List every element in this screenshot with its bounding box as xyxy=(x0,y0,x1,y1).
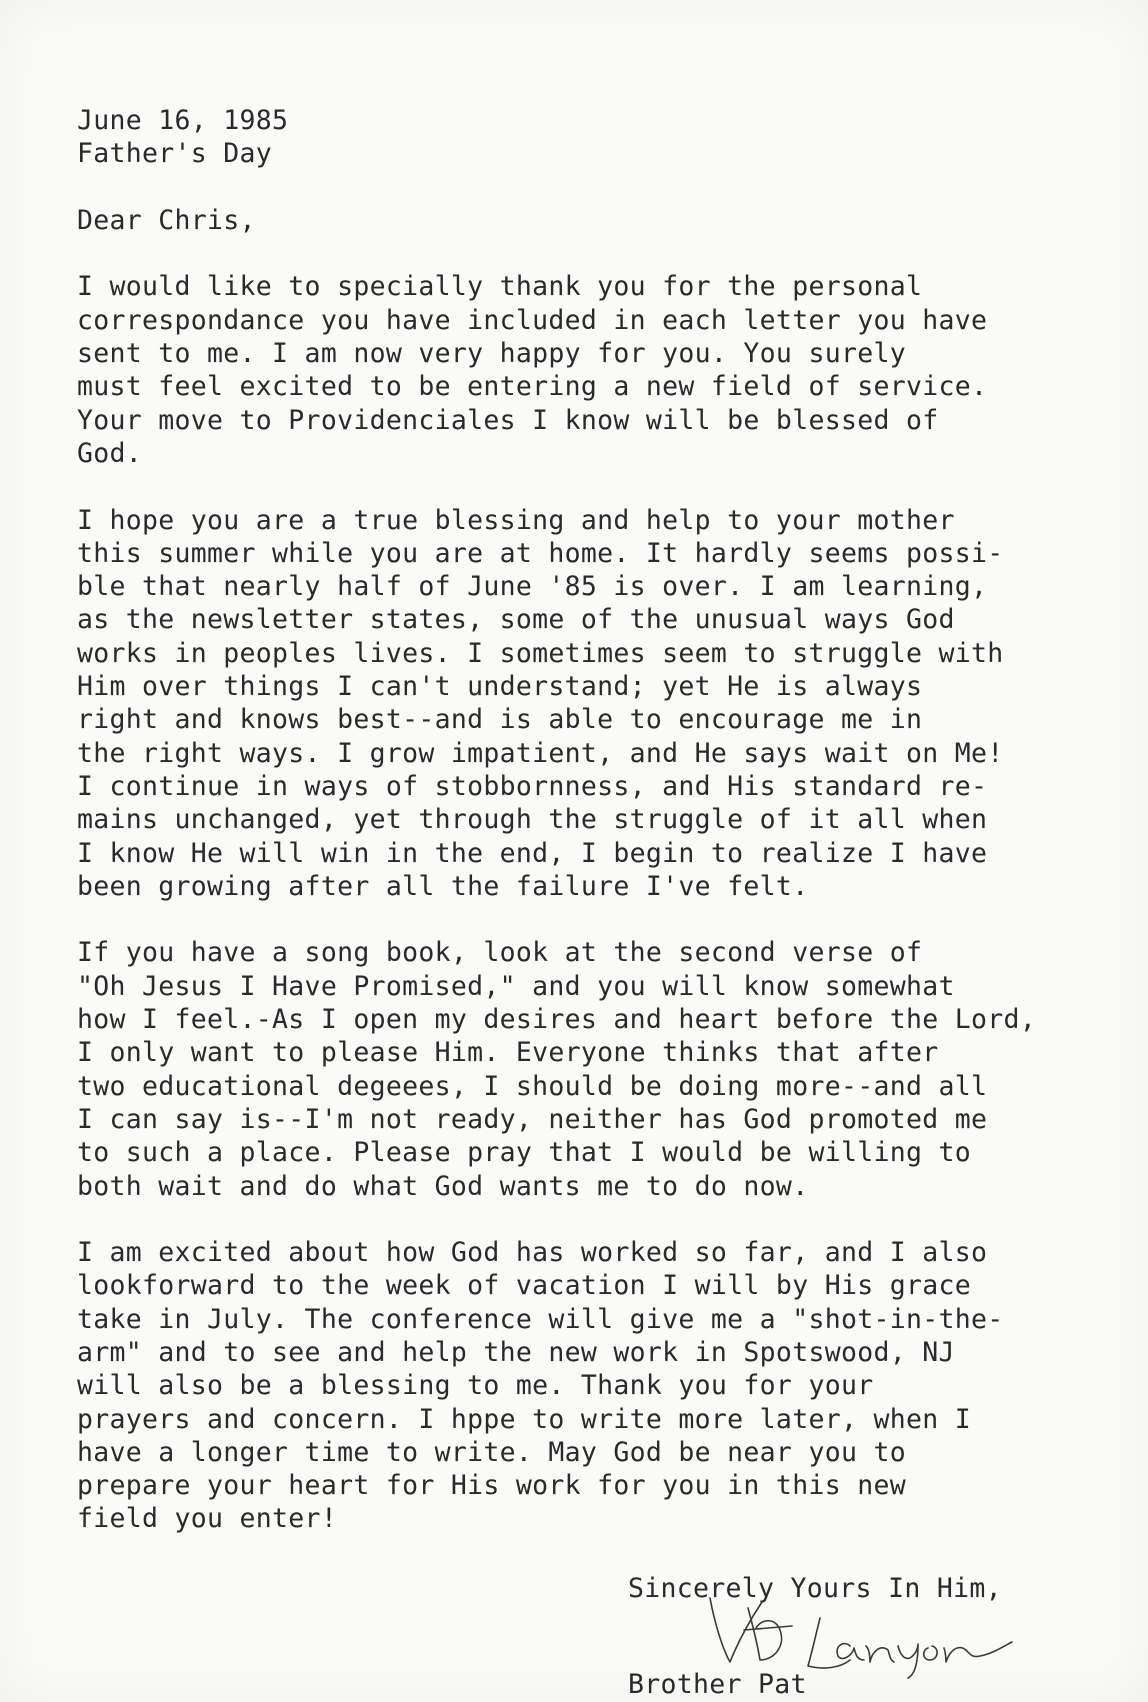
handwritten-signature xyxy=(700,1590,1020,1680)
paragraph-line: God. xyxy=(77,437,143,469)
paragraph-line: I continue in ways of stobbornness, and His standard re- xyxy=(77,770,988,802)
paragraph-2 xyxy=(77,504,1077,904)
paragraph-line: "Oh Jesus I Have Promised," and you will know somewhat xyxy=(77,970,955,1002)
paragraph-line: arm" and to see and help the new work in Spotswood, NJ xyxy=(77,1336,955,1368)
paragraph-line: been growing after all the failure I've felt. xyxy=(77,870,809,902)
paragraph-line: I would like to specially thank you for the personal xyxy=(77,271,923,303)
paragraph-line: the right ways. I grow impatient, and He says wait on Me! xyxy=(77,737,1004,769)
letter-salutation: Dear Chris, xyxy=(77,204,256,236)
paragraph-line: as the newsletter states, some of the unusual ways God xyxy=(77,604,955,636)
paragraph-line: I only want to please Him. Everyone thinks that after xyxy=(77,1037,939,1069)
paragraph-line: prepare your heart for His work for you in this new xyxy=(77,1470,906,1502)
paragraph-line: must feel excited to be entering a new field of service. xyxy=(77,371,988,403)
paragraph-line: how I feel.-As I open my desires and heart before the Lord, xyxy=(77,1004,1037,1036)
letter-closing: Sincerely Yours In Him, xyxy=(628,1573,1002,1604)
letter-sender: Brother Pat xyxy=(628,1669,807,1700)
paragraph-line: Your move to Providenciales I know will be blessed of xyxy=(77,404,939,436)
paragraph-line: I know He will win in the end, I begin to realize I have xyxy=(77,837,988,869)
letter-body xyxy=(77,104,1077,1536)
paragraph-line: this summer while you are at home. It hardly seems possi- xyxy=(77,537,1004,569)
paragraph-line: I hope you are a true blessing and help to your mother xyxy=(77,504,955,536)
paragraph-3 xyxy=(77,936,1077,1202)
paragraph-line: two educational degeees, I should be doing more--and all xyxy=(77,1070,988,1102)
paragraph-line: prayers and concern. I hppe to write more later, when I xyxy=(77,1403,971,1435)
paragraph-line: sent to me. I am now very happy for you. You surely xyxy=(77,338,906,370)
paragraph-line: right and knows best--and is able to encourage me in xyxy=(77,704,923,736)
letter-date: June 16, 1985 xyxy=(77,105,289,136)
paragraph-line: I am excited about how God has worked so far, and I also xyxy=(77,1237,988,1269)
paragraph-line: mains unchanged, yet through the struggle of it all when xyxy=(77,804,988,836)
paragraph-line: If you have a song book, look at the second verse of xyxy=(77,937,923,969)
paragraph-1 xyxy=(77,270,1077,470)
paragraph-line: works in peoples lives. I sometimes seem to struggle with xyxy=(77,637,1004,669)
paragraph-line: have a longer time to write. May God be near you to xyxy=(77,1436,906,1468)
paragraph-line: take in July. The conference will give me a "shot-in-the- xyxy=(77,1303,1004,1335)
paragraph-line: I can say is--I'm not ready, neither has God promoted me xyxy=(77,1103,988,1135)
paragraph-line: Him over things I can't understand; yet He is always xyxy=(77,671,923,703)
paragraph-line: field you enter! xyxy=(77,1503,338,1535)
paragraph-line: lookforward to the week of vacation I will by His grace xyxy=(77,1270,971,1302)
letter-occasion: Father's Day xyxy=(77,138,273,170)
paragraph-line: will also be a blessing to me. Thank you for your xyxy=(77,1370,874,1402)
paragraph-line: to such a place. Please pray that I would be willing to xyxy=(77,1137,971,1169)
paragraph-line: correspondance you have included in each letter you have xyxy=(77,304,988,336)
paragraph-line: both wait and do what God wants me to do now. xyxy=(77,1170,809,1202)
paragraph-line: ble that nearly half of June '85 is over. I am learning, xyxy=(77,571,988,603)
paragraph-4 xyxy=(77,1236,1077,1536)
